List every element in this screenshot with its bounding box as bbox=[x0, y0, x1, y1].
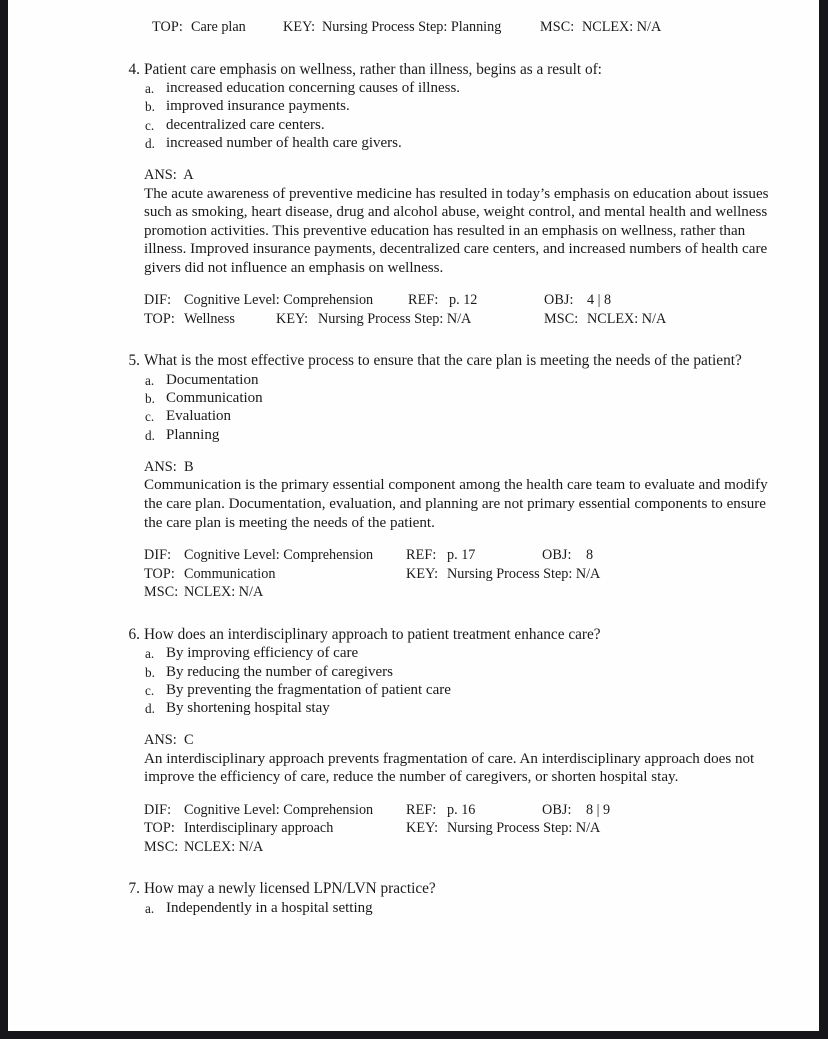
obj-value: 8 bbox=[586, 547, 594, 564]
document-page bbox=[8, 0, 819, 1031]
answer-value: C bbox=[184, 732, 194, 749]
option-letter: a. bbox=[145, 901, 155, 917]
question-stem-wrap bbox=[112, 352, 772, 371]
option-text: Documentation bbox=[166, 372, 259, 389]
option-letter: b. bbox=[145, 99, 155, 115]
obj-value: 8 | 9 bbox=[586, 801, 611, 818]
option-list bbox=[112, 644, 772, 717]
ref-label: REF: bbox=[406, 801, 437, 818]
question-item bbox=[112, 61, 772, 329]
dif-value: Cognitive Level: Comprehension bbox=[184, 292, 374, 309]
option-text: increased number of health care givers. bbox=[166, 134, 402, 151]
question-stem-text: What is the most effective process to ensure that the care plan is meeting the needs of the patient? bbox=[144, 352, 742, 370]
spacer bbox=[112, 444, 772, 458]
msc-value: NCLEX: N/A bbox=[184, 838, 264, 855]
answer-block bbox=[112, 731, 772, 787]
option-text: Communication bbox=[166, 390, 263, 407]
answer-label: ANS: bbox=[144, 166, 177, 183]
dif-label: DIF: bbox=[144, 801, 172, 818]
rationale-text: Communication is the primary essential component among the health care team to evaluate and modify the care plan. Documentation, evaluation, and planning are not primary essential components to ensure the care plan is meeting the needs of the patient. bbox=[144, 477, 768, 531]
question-number: 7. bbox=[128, 880, 140, 898]
msc-label: MSC: bbox=[144, 838, 179, 855]
answer-label: ANS: bbox=[144, 458, 177, 475]
option-letter: d. bbox=[145, 700, 155, 716]
question-stem-wrap bbox=[112, 626, 772, 645]
meta-row-top-key bbox=[144, 819, 772, 838]
option-letter: c. bbox=[145, 682, 155, 698]
spacer bbox=[112, 602, 772, 626]
option-text: By preventing the fragmentation of patient care bbox=[166, 681, 451, 698]
answer-line bbox=[144, 458, 772, 477]
spacer bbox=[112, 37, 772, 61]
answer-value: B bbox=[184, 458, 194, 475]
obj-label: OBJ: bbox=[542, 547, 572, 564]
msc-label: MSC: bbox=[144, 584, 179, 601]
key-value: Nursing Process Step: N/A bbox=[447, 565, 601, 582]
option-list bbox=[112, 79, 772, 152]
answer-label: ANS: bbox=[144, 732, 177, 749]
question-metadata bbox=[112, 801, 772, 857]
top-value: Interdisciplinary approach bbox=[184, 820, 334, 837]
option-item[interactable] bbox=[112, 389, 772, 407]
option-letter: a. bbox=[145, 373, 155, 389]
dif-label: DIF: bbox=[144, 547, 172, 564]
spacer bbox=[112, 856, 772, 880]
option-item[interactable] bbox=[112, 426, 772, 444]
option-list bbox=[112, 371, 772, 444]
option-item[interactable] bbox=[112, 699, 772, 717]
msc-value: NCLEX: N/A bbox=[184, 584, 264, 601]
question-stem-text: How may a newly licensed LPN/LVN practice? bbox=[144, 880, 436, 898]
answer-block bbox=[112, 166, 772, 278]
key-value: Nursing Process Step: N/A bbox=[318, 310, 472, 327]
option-text: By shortening hospital stay bbox=[166, 699, 330, 716]
option-letter: c. bbox=[145, 409, 155, 425]
top-value: Wellness bbox=[184, 310, 235, 327]
question-stem-text: How does an interdisciplinary approach to patient treatment enhance care? bbox=[144, 625, 601, 643]
question-item bbox=[112, 880, 772, 917]
top-value: Communication bbox=[184, 565, 276, 582]
top-label: TOP: bbox=[144, 565, 175, 582]
key-label: KEY: bbox=[406, 565, 439, 582]
option-item[interactable] bbox=[112, 116, 772, 134]
msc-value: NCLEX: N/A bbox=[587, 310, 667, 327]
meta-row-top-key-msc bbox=[112, 18, 772, 37]
option-item[interactable] bbox=[112, 644, 772, 662]
option-item[interactable] bbox=[112, 79, 772, 97]
key-value: Nursing Process Step: N/A bbox=[447, 820, 601, 837]
key-value: Nursing Process Step: Planning bbox=[322, 19, 502, 35]
top-label: TOP: bbox=[144, 820, 175, 837]
meta-row-msc bbox=[144, 583, 772, 602]
spacer bbox=[112, 152, 772, 166]
spacer bbox=[112, 717, 772, 731]
meta-row-dif-ref-obj bbox=[144, 801, 772, 820]
meta-row-top-key bbox=[144, 565, 772, 584]
option-text: By reducing the number of caregivers bbox=[166, 663, 393, 680]
answer-value: A bbox=[183, 166, 194, 183]
meta-row-dif-ref-obj bbox=[144, 291, 772, 310]
msc-label: MSC: bbox=[540, 19, 575, 35]
option-text: decentralized care centers. bbox=[166, 116, 325, 133]
ref-label: REF: bbox=[406, 547, 437, 564]
option-text: By improving efficiency of care bbox=[166, 645, 359, 662]
obj-label: OBJ: bbox=[542, 801, 572, 818]
meta-row-msc bbox=[144, 838, 772, 857]
option-letter: d. bbox=[145, 135, 155, 151]
option-text: Independently in a hospital setting bbox=[166, 900, 373, 917]
question-number: 5. bbox=[128, 352, 140, 370]
question-item bbox=[112, 626, 772, 857]
spacer bbox=[112, 328, 772, 352]
top-value: Care plan bbox=[191, 19, 246, 35]
msc-label: MSC: bbox=[544, 310, 579, 327]
rationale-text: The acute awareness of preventive medicine has resulted in today’s emphasis on education about issues such as smoking, heart disease, drug and alcohol abuse, weight control, and mental health and wellness promotion activities. This preventive education has resulted in an emphasis on wellness, rather than illness. Improved insurance payments, decentralized care centers, and increased numbers of health care givers did not influence an emphasis on wellness. bbox=[144, 185, 769, 276]
question-metadata bbox=[112, 291, 772, 328]
rationale-text: An interdisciplinary approach prevents fragmentation of care. An interdisciplinary approach does not improve the efficiency of care, reduce the number of caregivers, or shorten hospital stay. bbox=[144, 750, 755, 786]
question-number: 4. bbox=[128, 60, 140, 78]
dif-value: Cognitive Level: Comprehension bbox=[184, 547, 374, 564]
option-item[interactable] bbox=[112, 663, 772, 681]
answer-line bbox=[144, 731, 772, 750]
ref-value: p. 17 bbox=[447, 547, 476, 564]
option-list bbox=[112, 899, 772, 917]
msc-value: NCLEX: N/A bbox=[582, 19, 662, 35]
option-text: Evaluation bbox=[166, 408, 231, 425]
option-text: improved insurance payments. bbox=[166, 98, 350, 115]
question-number: 6. bbox=[128, 625, 140, 643]
dif-label: DIF: bbox=[144, 292, 172, 309]
question-metadata bbox=[112, 546, 772, 602]
option-text: Planning bbox=[166, 426, 220, 443]
meta-row-dif-ref-obj bbox=[144, 546, 772, 565]
key-label: KEY: bbox=[406, 820, 439, 837]
answer-block bbox=[112, 458, 772, 532]
option-letter: d. bbox=[145, 427, 155, 443]
document-content bbox=[112, 18, 772, 917]
top-label: TOP: bbox=[152, 19, 183, 35]
option-text: increased education concerning causes of illness. bbox=[166, 80, 461, 97]
scan-edge-right bbox=[819, 0, 828, 1039]
question-stem-wrap bbox=[112, 61, 772, 80]
carryover-metadata bbox=[112, 18, 772, 37]
option-item[interactable] bbox=[112, 681, 772, 699]
option-letter: c. bbox=[145, 117, 155, 133]
dif-value: Cognitive Level: Comprehension bbox=[184, 801, 374, 818]
ref-value: p. 12 bbox=[449, 292, 478, 309]
scan-edge-left bbox=[0, 0, 8, 1039]
obj-value: 4 | 8 bbox=[587, 292, 612, 309]
scan-edge-bottom bbox=[0, 1031, 828, 1039]
option-item[interactable] bbox=[112, 371, 772, 389]
key-label: KEY: bbox=[276, 310, 309, 327]
ref-value: p. 16 bbox=[447, 801, 476, 818]
option-letter: b. bbox=[145, 664, 155, 680]
option-letter: a. bbox=[145, 646, 155, 662]
top-label: TOP: bbox=[144, 310, 175, 327]
key-label: KEY: bbox=[283, 19, 316, 35]
question-stem-wrap bbox=[112, 880, 772, 899]
ref-label: REF: bbox=[408, 292, 439, 309]
option-letter: a. bbox=[145, 81, 155, 97]
option-item[interactable] bbox=[112, 134, 772, 152]
question-stem-text: Patient care emphasis on wellness, rather than illness, begins as a result of: bbox=[144, 60, 602, 78]
option-item[interactable] bbox=[112, 899, 772, 917]
question-item bbox=[112, 352, 772, 601]
option-letter: b. bbox=[145, 391, 155, 407]
answer-line bbox=[144, 166, 772, 185]
option-item[interactable] bbox=[112, 97, 772, 115]
obj-label: OBJ: bbox=[544, 292, 574, 309]
option-item[interactable] bbox=[112, 407, 772, 425]
meta-row-top-key-msc bbox=[144, 310, 772, 329]
